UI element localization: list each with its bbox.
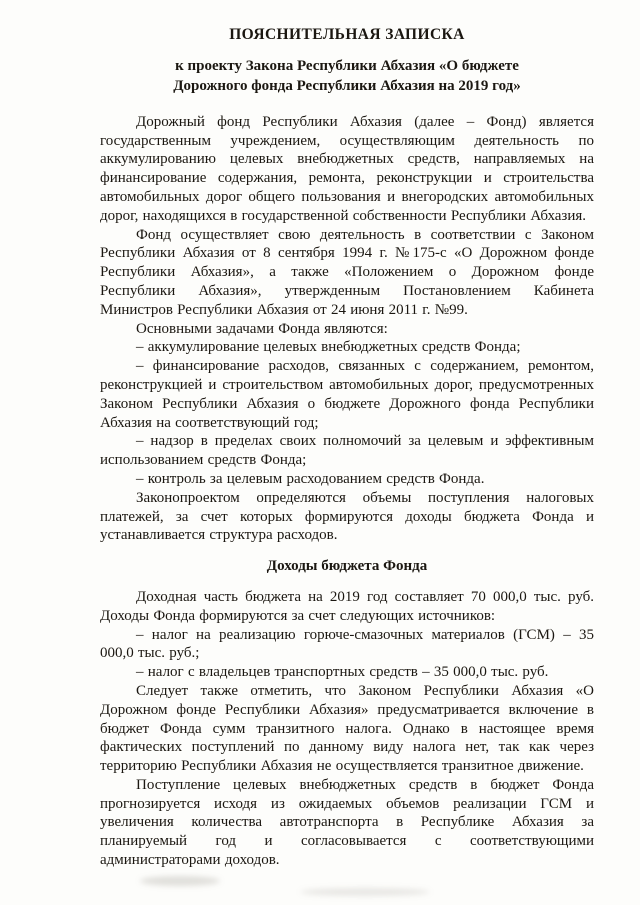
subtitle-line-1: к проекту Закона Республики Абхазия «О бюджете (175, 57, 519, 74)
scan-smudge (300, 888, 430, 896)
paragraph-law-scope: Законопроектом определяются объемы поступления налоговых платежей, за счет которых формируются доходы бюджета Фонда и устанавливается структура расходов. (100, 489, 594, 544)
revenue-item: – налог на реализацию горюче-смазочных материалов (ГСМ) – 35 000,0 тыс. руб.; (100, 626, 594, 662)
paragraph-transit-tax-note: Следует также отметить, что Законом Республики Абхазия «О Дорожном фонде Республики Абхазия» предусматривается включение в бюджет Фонда сумм транзитного налога. Однако в настоящее время фактических поступлений по данному виду налога нет, так как через территорию Республики Абхазия не осуществляется транзитное движение. (100, 682, 594, 775)
task-item: – аккумулирование целевых внебюджетных средств Фонда; (136, 339, 521, 356)
scan-smudge (140, 876, 220, 886)
paragraph-fund-definition: Дорожный фонд Республики Абхазия (далее – Фонд) является государственным учреждением, осуществляющим деятельность по аккумулированию целевых внебюджетных средств, направляемых на финансирование содержания, ремонта, реконструкции и строительства автомобильных дорог общего пользования и внегородских автомобильных дорог, находящихся в государственной собственности Республики Абхазия. (100, 113, 594, 224)
paragraph-forecast-note: Поступление целевых внебюджетных средств в бюджет Фонда прогнозируется исходя из ожидаемых объемов реализации ГСМ и увеличения количества автотранспорта в Республике Абхазия за планируемый год и согласовывается с соответствующими администраторами доходов. (100, 776, 594, 869)
revenue-item: – налог с владельцев транспортных средств – 35 000,0 тыс. руб. (136, 664, 549, 681)
section-heading-revenues: Доходы бюджета Фонда (266, 558, 428, 575)
task-item: – надзор в пределах своих полномочий за целевым и эффективным использованием средств Фонда; (100, 433, 594, 469)
paragraph-tasks-lead: Основными задачами Фонда являются: (136, 320, 388, 337)
subtitle-line-2: Дорожного фонда Республики Абхазия на 2019 год» (173, 77, 521, 94)
task-item: – финансирование расходов, связанных с содержанием, ремонтом, реконструкцией и строительством автомобильных дорог, предусмотренных Законом Республики Абхазия о бюджете Дорожного фонда Республики Абхазия на соответствующий год; (100, 358, 594, 431)
document-subtitle (100, 56, 594, 96)
paragraph-revenues-lead: Доходная часть бюджета на 2019 год составляет 70 000,0 тыс. руб. Доходы Фонда формируются за счет следующих источников: (100, 588, 594, 624)
task-item: – контроль за целевым расходованием средств Фонда. (136, 470, 485, 487)
document-title: ПОЯСНИТЕЛЬНАЯ ЗАПИСКА (229, 26, 465, 43)
paragraph-legal-basis: Фонд осуществляет свою деятельность в соответствии с Законом Республики Абхазия от 8 сентября 1994 г. №175-с «О Дорожном фонде Республики Абхазия», а также «Положением о Дорожном фонде Республики Абхазия», утвержденным Постановлением Кабинета Министров Республики Абхазия от 24 июня 2011 г. №99. (100, 226, 594, 318)
